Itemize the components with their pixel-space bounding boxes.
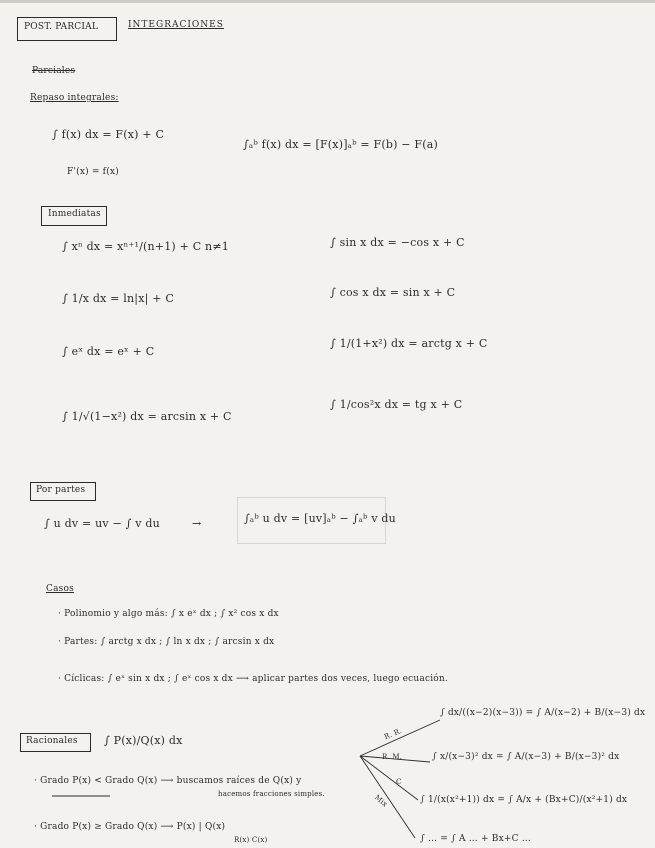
repaso-derivative: F'(x) = f(x) (67, 167, 119, 177)
section-racionales-title: Racionales (26, 736, 78, 746)
racionales-integral: ∫ P(x)/Q(x) dx (104, 734, 183, 747)
immediate-integral-arctg: ∫ 1/(1+x²) dx = arctg x + C (330, 337, 488, 350)
caso-partes: · Partes: ∫ arctg x dx ; ∫ ln x dx ; ∫ arcsin x dx (58, 637, 275, 647)
section-partes-title: Por partes (36, 485, 86, 495)
immediate-integral-log: ∫ 1/x dx = ln|x| + C (62, 292, 174, 305)
immediate-integral-exp: ∫ eˣ dx = eˣ + C (62, 345, 155, 358)
racionales-case-lower-degree-note: hacemos fracciones simples. (218, 790, 325, 798)
topic-title: INTEGRACIONES (128, 20, 224, 30)
caso-polinomio: · Polinomio y algo más: ∫ x eˣ dx ; ∫ x² cos x dx (58, 609, 279, 619)
racionales-example-real-roots: ∫ dx/((x−2)(x−3)) = ∫ A/(x−2) + B/(x−3) dx (440, 708, 646, 718)
immediate-integral-arcsin: ∫ 1/√(1−x²) dx = arcsin x + C (62, 410, 232, 423)
racionales-case-higher-degree: · Grado P(x) ≥ Grado Q(x) ⟶ P(x) | Q(x) (34, 822, 226, 832)
racionales-example-multiple-roots: ∫ x/(x−3)² dx = ∫ A/(x−3) + B/(x−3)² dx (432, 752, 620, 762)
immediate-integral-sin: ∫ sin x dx = −cos x + C (330, 236, 465, 249)
racionales-division-remainder: R(x) C(x) (234, 836, 268, 844)
section-casos-title: Casos (46, 584, 74, 594)
immediate-integral-power: ∫ xⁿ dx = xⁿ⁺¹/(n+1) + C n≠1 (62, 240, 229, 253)
immediate-integral-cos: ∫ cos x dx = sin x + C (330, 286, 456, 299)
arrow-icon: → (192, 517, 202, 530)
immediate-integral-tg: ∫ 1/cos²x dx = tg x + C (330, 398, 463, 411)
course-label: POST. PARCIAL (24, 22, 99, 32)
partes-formula: ∫ u dv = uv − ∫ v du (44, 517, 160, 530)
racionales-example-complex: ∫ 1/(x(x²+1)) dx = ∫ A/x + (Bx+C)/(x²+1) dx (420, 795, 628, 805)
racionales-case-lower-degree: · Grado P(x) < Grado Q(x) ⟶ buscamos raíces de Q(x) y (34, 776, 302, 786)
crossed-out-word: Parciales (32, 66, 76, 76)
branch-label-rm: R. M. (382, 753, 403, 761)
branch-label-c: C (396, 778, 402, 786)
section-inmediatas-title: Inmediatas (48, 209, 101, 219)
racionales-example-mixed: ∫ … = ∫ A … + Bx+C … (420, 834, 531, 844)
branch-label-mix: Mix (373, 793, 389, 809)
section-repaso-title: Repaso integrales: (30, 93, 119, 103)
branch-label-rr: R. R. (383, 726, 404, 742)
repaso-definite: ∫ₐᵇ f(x) dx = [F(x)]ₐᵇ = F(b) − F(a) (243, 138, 438, 151)
caso-ciclicas: · Cíclicas: ∫ eˣ sin x dx ; ∫ eˣ cos x dx ⟶ aplicar partes dos veces, luego ecuación. (58, 674, 448, 684)
repaso-indefinite: ∫ f(x) dx = F(x) + C (52, 128, 165, 141)
partes-defined-formula: ∫ₐᵇ u dv = [uv]ₐᵇ − ∫ₐᵇ v du (244, 512, 396, 525)
